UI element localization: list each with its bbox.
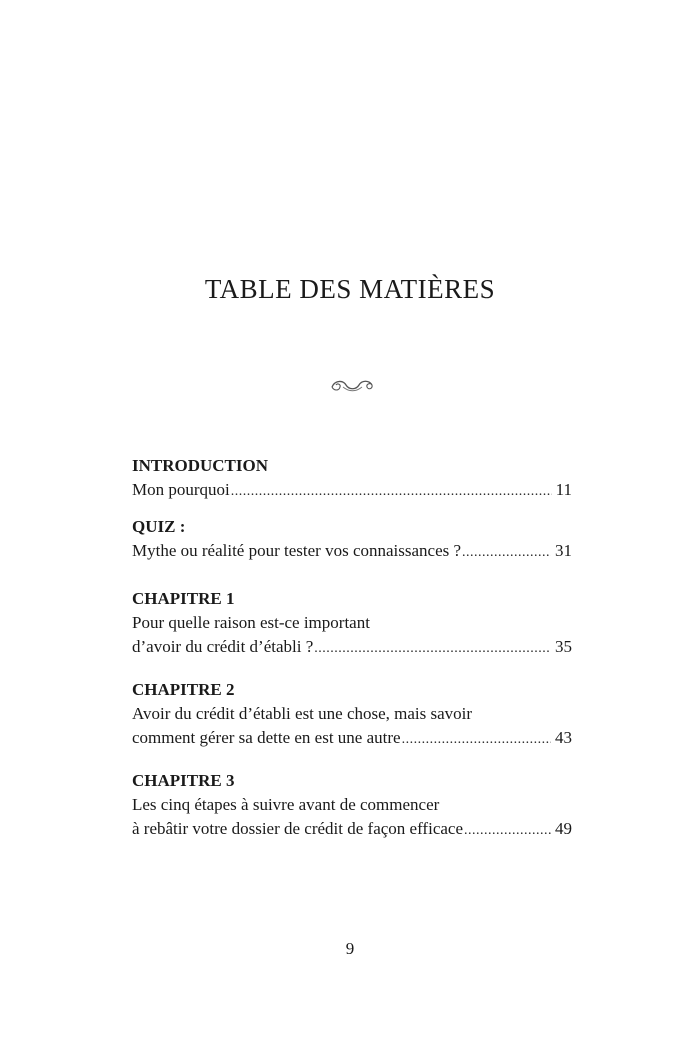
footer-page-number: 9 <box>345 939 355 958</box>
toc-section-introduction <box>132 454 572 502</box>
toc-entry-title: à rebâtir votre dossier de crédit de façon efficace <box>132 819 464 838</box>
toc-entry-title: Mon pourquoi <box>132 480 230 499</box>
toc-entry-title: d’avoir du crédit d’établi ? <box>132 637 314 656</box>
dot-leader <box>464 819 551 843</box>
dot-leader <box>231 480 552 504</box>
toc-entry-line: Avoir du crédit d’établi est une chose, mais savoir <box>132 704 473 723</box>
toc-page-number: 43 <box>555 728 572 747</box>
dot-leader <box>314 637 551 661</box>
toc-heading: QUIZ : <box>132 517 186 536</box>
toc-page-number: 31 <box>555 541 572 560</box>
toc-entry <box>132 478 572 502</box>
flourish-ornament-icon <box>329 374 375 396</box>
toc-page-number: 11 <box>555 480 572 499</box>
toc-section-chapitre-1 <box>132 587 572 659</box>
toc-section-quiz <box>132 515 572 563</box>
toc-entry-title: comment gérer sa dette en est une autre <box>132 728 401 747</box>
page-title: TABLE DES MATIÈRES <box>204 274 496 304</box>
toc-heading: INTRODUCTION <box>132 456 269 475</box>
toc-entry-title: Mythe ou réalité pour tester vos connaissances ? <box>132 541 462 560</box>
table-of-contents <box>132 454 572 841</box>
toc-page-number: 35 <box>555 637 572 656</box>
toc-heading: CHAPITRE 3 <box>132 771 235 790</box>
toc-entry-line: Pour quelle raison est-ce important <box>132 613 370 632</box>
dot-leader <box>462 541 551 565</box>
toc-entry <box>132 726 572 750</box>
toc-entry-line: Les cinq étapes à suivre avant de commencer <box>132 795 440 814</box>
toc-entry <box>132 817 572 841</box>
dot-leader <box>402 728 551 752</box>
toc-entry <box>132 539 572 563</box>
toc-entry <box>132 635 572 659</box>
toc-heading: CHAPITRE 2 <box>132 680 235 699</box>
toc-heading: CHAPITRE 1 <box>132 589 235 608</box>
toc-section-chapitre-2 <box>132 678 572 750</box>
toc-page-number: 49 <box>555 819 572 838</box>
toc-section-chapitre-3 <box>132 769 572 841</box>
